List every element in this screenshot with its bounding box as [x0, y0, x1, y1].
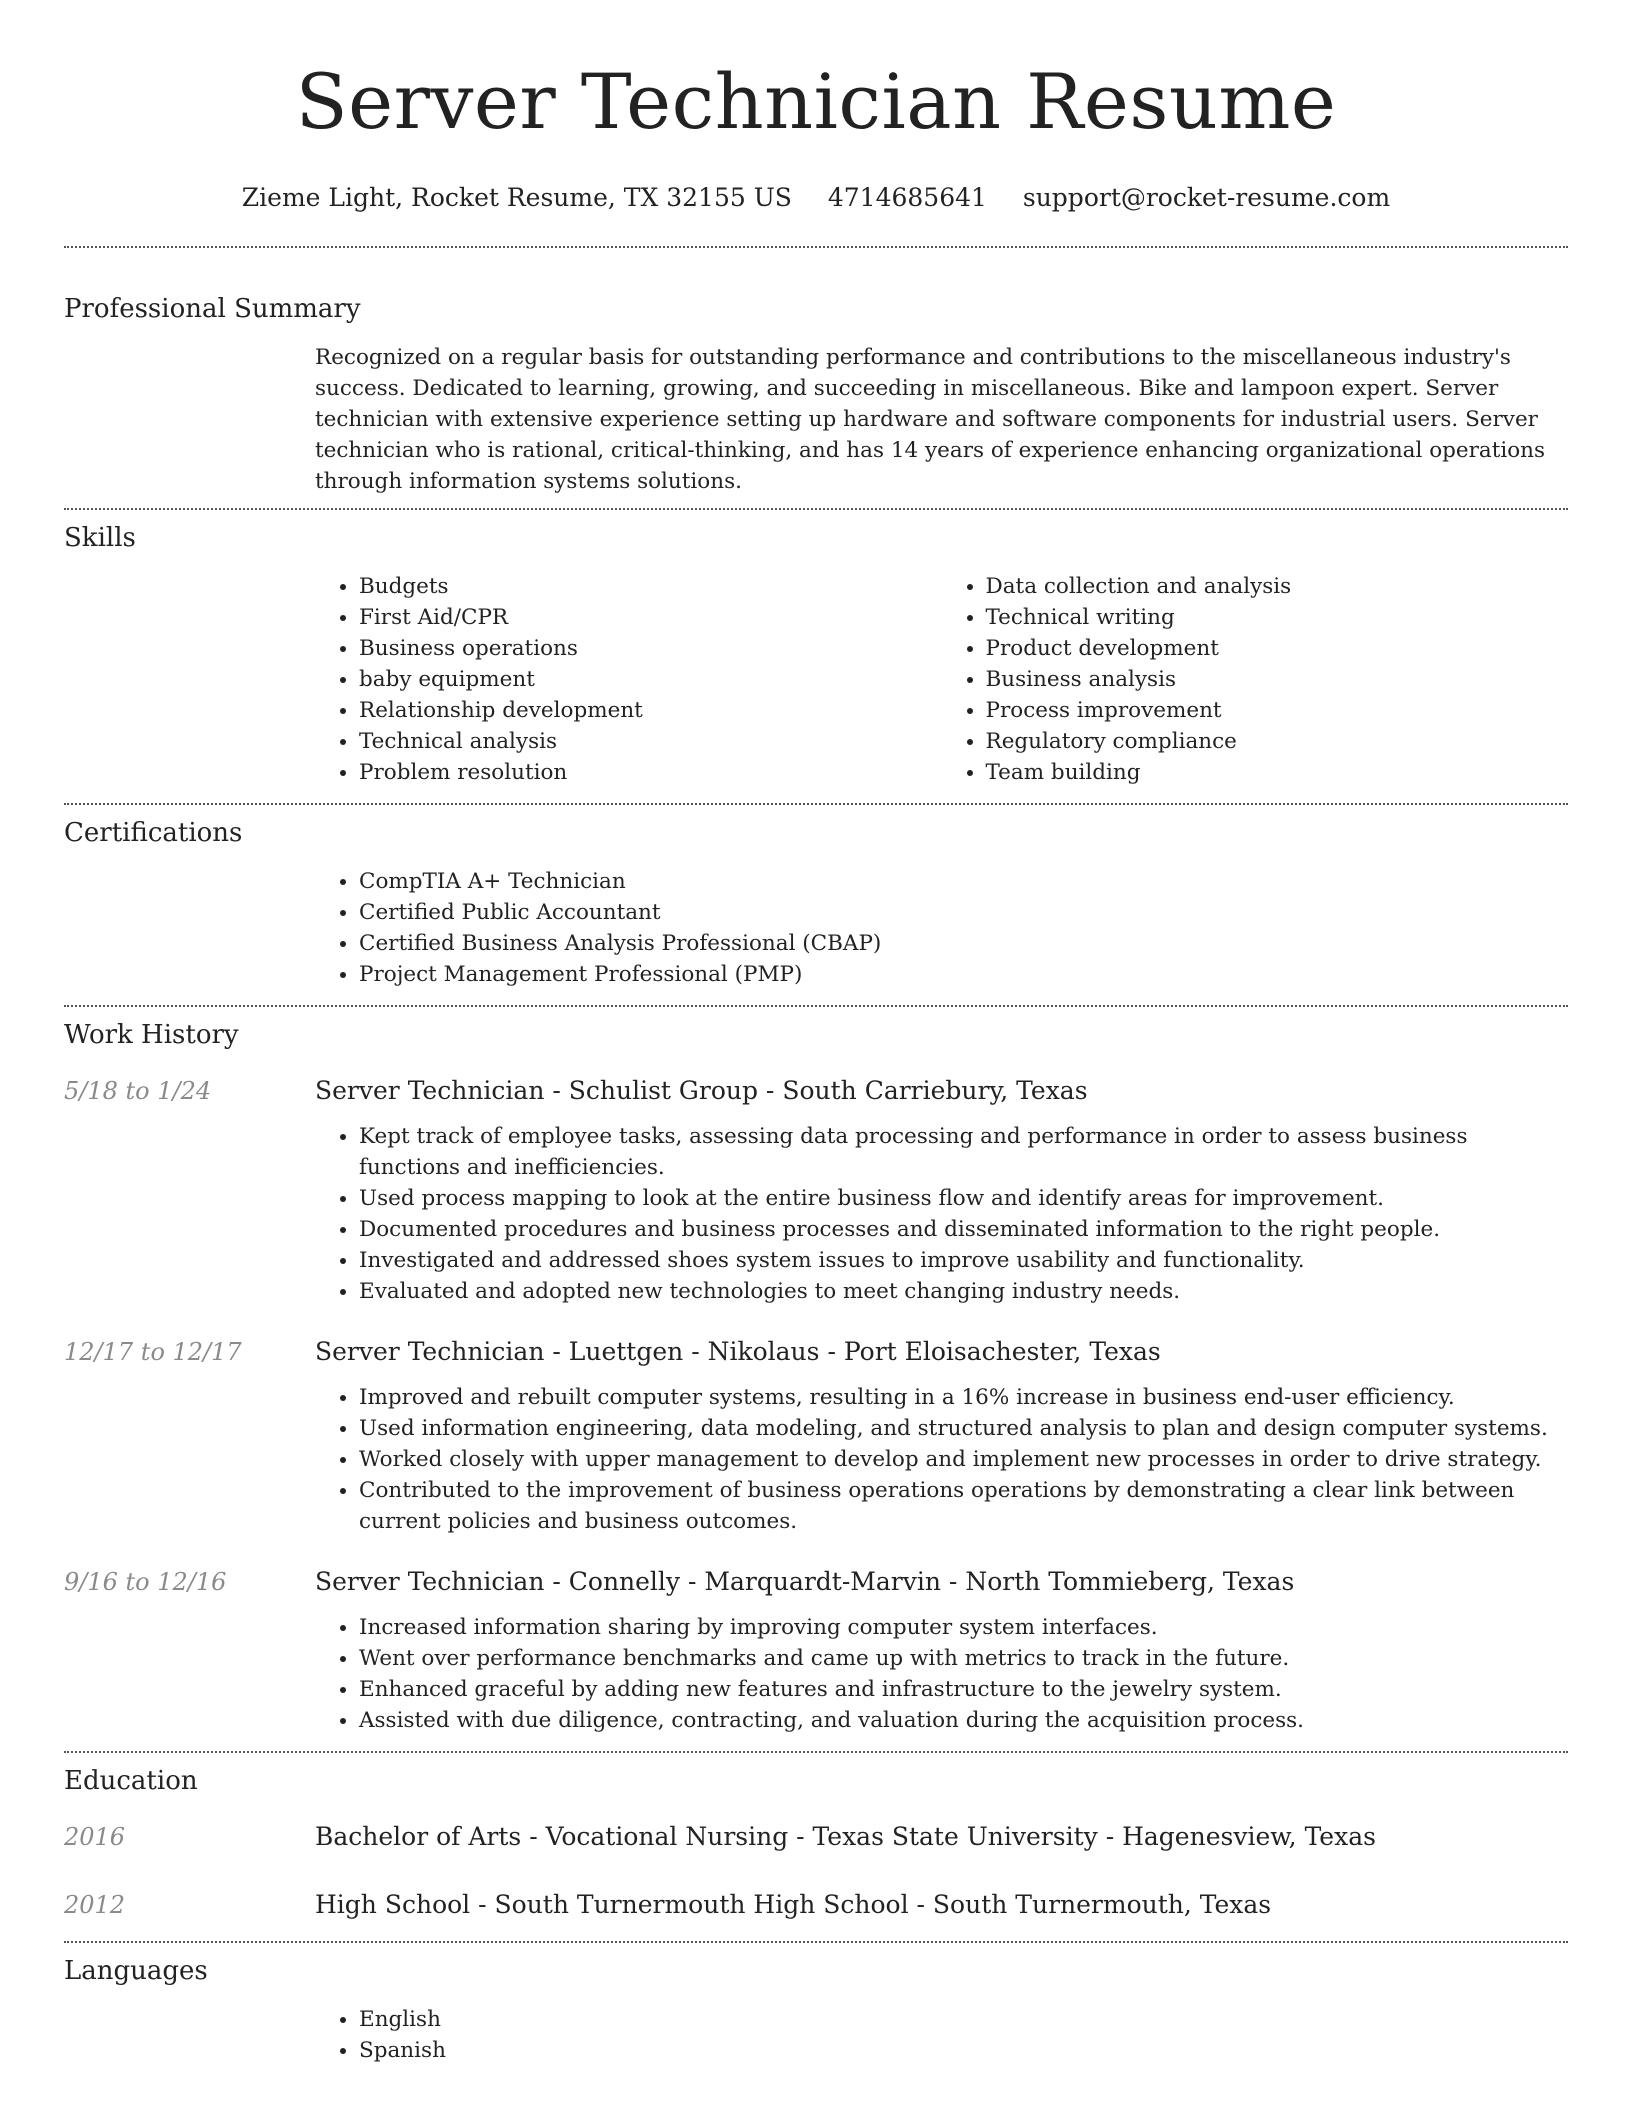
- list-item: • Business operations: [359, 633, 942, 664]
- list-item: • Documented procedures and business processes and disseminated information to the right people.: [359, 1214, 1568, 1245]
- languages-section: [64, 1954, 1568, 2066]
- contact-line: [64, 182, 1568, 214]
- summary-text: Recognized on a regular basis for outstanding performance and contributions to the miscellaneous industry's success. Dedicated to learning, growing, and succeeding in miscellaneous. Bike and lampoon expert. Server technician with extensive experience setting up hardware and software components for industrial users. Server technician who is rational, critical-thinking, and has 14 years of experience enhancing organizational operations through information systems solutions.: [315, 345, 1546, 494]
- education-degree: Bachelor of Arts - Vocational Nursing - Texas State University - Hagenesview, Texas: [315, 1822, 1376, 1851]
- section-divider: [64, 1941, 1568, 1943]
- list-item: • English: [359, 2004, 1568, 2035]
- resume-page: [64, 0, 1568, 2066]
- list-item: • Project Management Professional (PMP): [359, 959, 1568, 990]
- section-title-certifications: Certifications: [64, 818, 243, 848]
- list-item: • Worked closely with upper management to develop and implement new processes in order to drive strategy.: [359, 1444, 1568, 1475]
- list-item: • Data collection and analysis: [986, 571, 1569, 602]
- contact-address: Zieme Light, Rocket Resume, TX 32155 US: [241, 183, 792, 212]
- certifications-list: [315, 866, 1568, 990]
- list-item: • Certified Business Analysis Professional (CBAP): [359, 928, 1568, 959]
- certifications-section: [64, 816, 1568, 990]
- list-item: • Used information engineering, data modeling, and structured analysis to plan and design computer systems.: [359, 1413, 1568, 1444]
- list-item: • baby equipment: [359, 664, 942, 695]
- education-entry: [64, 1820, 1568, 1854]
- job-dates: 5/18 to 1/24: [64, 1077, 212, 1105]
- skills-list-right: [942, 571, 1569, 788]
- job-bullets: [315, 1121, 1568, 1307]
- page-title: Server Technician Resume: [295, 57, 1337, 146]
- list-item: • Kept track of employee tasks, assessing data processing and performance in order to assess business functions and inefficiencies.: [359, 1121, 1568, 1183]
- job-title: Server Technician - Schulist Group - South Carriebury, Texas: [315, 1076, 1088, 1105]
- education-year: 2012: [64, 1891, 126, 1919]
- skills-section: [64, 521, 1568, 788]
- section-divider: [64, 1751, 1568, 1753]
- job-entry: [64, 1335, 1568, 1369]
- list-item: • CompTIA A+ Technician: [359, 866, 1568, 897]
- languages-list: [315, 2004, 1568, 2066]
- skills-list-left: [315, 571, 942, 788]
- section-title-languages: Languages: [64, 1956, 208, 1986]
- section-divider: [64, 1005, 1568, 1007]
- list-item: • Investigated and addressed shoes system issues to improve usability and functionality.: [359, 1245, 1568, 1276]
- list-item: • Technical analysis: [359, 726, 942, 757]
- contact-phone: 4714685641: [827, 183, 987, 212]
- job-bullets: [315, 1382, 1568, 1537]
- summary-section: [64, 292, 1568, 497]
- list-item: • Enhanced graceful by adding new features and infrastructure to the jewelry system.: [359, 1674, 1568, 1705]
- work-history-section: [64, 1018, 1568, 1736]
- list-item: • Budgets: [359, 571, 942, 602]
- job-entry: [64, 1565, 1568, 1599]
- section-divider: [64, 803, 1568, 805]
- list-item: • Process improvement: [986, 695, 1569, 726]
- section-divider: [64, 508, 1568, 510]
- job-dates: 12/17 to 12/17: [64, 1338, 242, 1366]
- list-item: • Spanish: [359, 2035, 1568, 2066]
- list-item: • Certified Public Accountant: [359, 897, 1568, 928]
- list-item: • Business analysis: [986, 664, 1569, 695]
- education-entry: [64, 1888, 1568, 1922]
- list-item: • Product development: [986, 633, 1569, 664]
- list-item: • Problem resolution: [359, 757, 942, 788]
- section-divider: [64, 246, 1568, 248]
- list-item: • Assisted with due diligence, contracting, and valuation during the acquisition process.: [359, 1705, 1568, 1736]
- education-year: 2016: [64, 1823, 126, 1851]
- section-title-skills: Skills: [64, 523, 136, 553]
- list-item: • Contributed to the improvement of business operations operations by demonstrating a clear link between current policies and business outcomes.: [359, 1475, 1568, 1537]
- list-item: • Team building: [986, 757, 1569, 788]
- list-item: • Evaluated and adopted new technologies to meet changing industry needs.: [359, 1276, 1568, 1307]
- contact-email: support@rocket-resume.com: [1022, 183, 1391, 212]
- job-dates: 9/16 to 12/16: [64, 1568, 227, 1596]
- job-entry: [64, 1074, 1568, 1108]
- list-item: • Went over performance benchmarks and came up with metrics to track in the future.: [359, 1643, 1568, 1674]
- list-item: • Used process mapping to look at the entire business flow and identify areas for improvement.: [359, 1183, 1568, 1214]
- list-item: • Improved and rebuilt computer systems, resulting in a 16% increase in business end-user efficiency.: [359, 1382, 1568, 1413]
- list-item: • Regulatory compliance: [986, 726, 1569, 757]
- education-degree: High School - South Turnermouth High School - South Turnermouth, Texas: [315, 1890, 1272, 1919]
- job-bullets: [315, 1612, 1568, 1736]
- list-item: • Increased information sharing by improving computer system interfaces.: [359, 1612, 1568, 1643]
- section-title-education: Education: [64, 1766, 198, 1796]
- list-item: • First Aid/CPR: [359, 602, 942, 633]
- section-title-summary: Professional Summary: [64, 294, 361, 324]
- education-section: [64, 1764, 1568, 1922]
- list-item: • Relationship development: [359, 695, 942, 726]
- list-item: • Technical writing: [986, 602, 1569, 633]
- section-title-work-history: Work History: [64, 1020, 239, 1050]
- job-title: Server Technician - Luettgen - Nikolaus - Port Eloisachester, Texas: [315, 1337, 1161, 1366]
- job-title: Server Technician - Connelly - Marquardt-Marvin - North Tommieberg, Texas: [315, 1567, 1295, 1596]
